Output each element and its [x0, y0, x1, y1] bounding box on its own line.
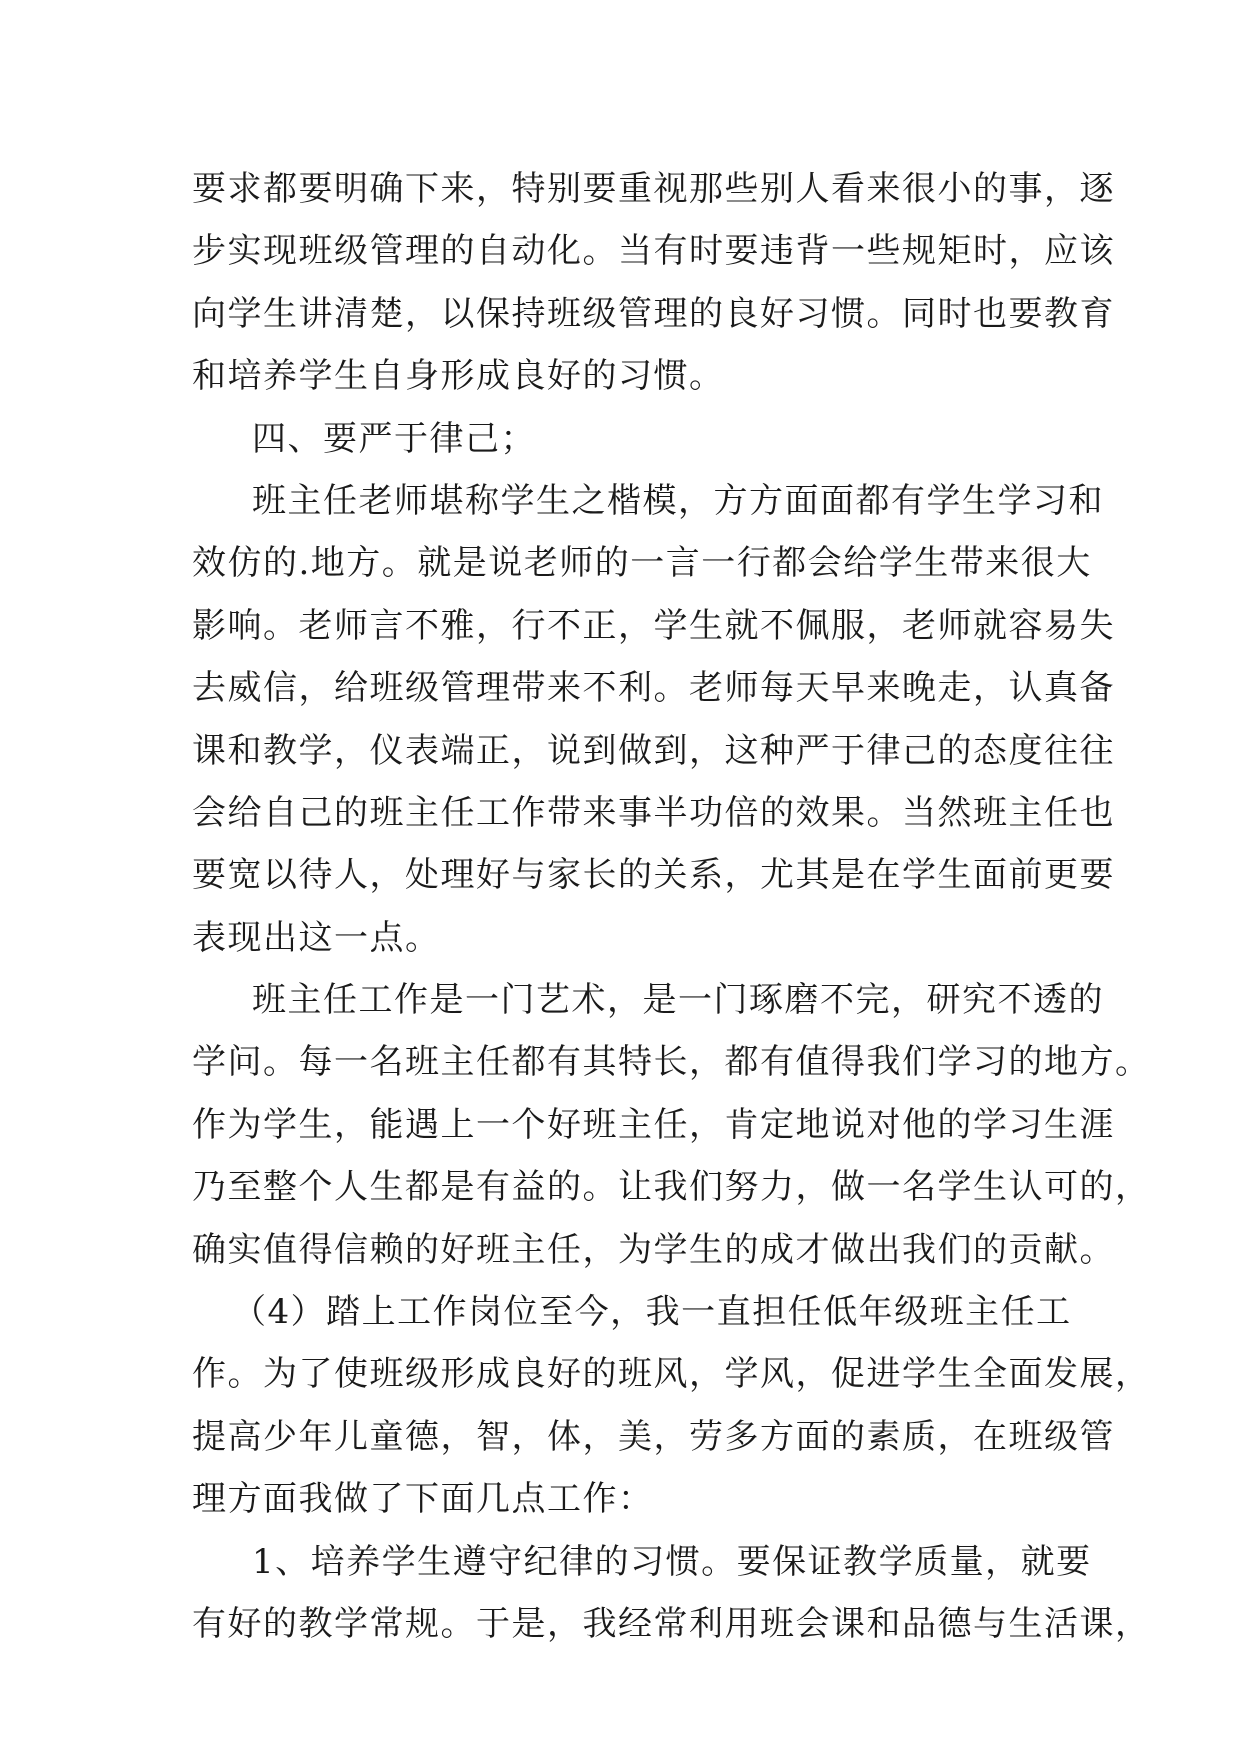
text-line: 确实值得信赖的好班主任，为学生的成才做出我们的贡献。 [192, 1229, 1115, 1270]
text-line: 乃至整个人生都是有益的。让我们努力，做一名学生认可的， [192, 1167, 1151, 1208]
text-line: 会给自己的班主任工作带来事半功倍的效果。当然班主任也 [192, 792, 1115, 833]
text-line: 去威信，给班级管理带来不利。老师每天早来晚走，认真备 [192, 668, 1115, 709]
text-line: 作为学生，能遇上一个好班主任，肯定地说对他的学习生涯 [192, 1104, 1115, 1145]
text-line: 要求都要明确下来，特别要重视那些别人看来很小的事，逐 [192, 169, 1115, 209]
text-line: 提高少年儿童德，智，体，美，劳多方面的素质，在班级管 [192, 1416, 1115, 1457]
text-line: 班主任老师堪称学生之楷模，方方面面都有学生学习和 [252, 480, 1104, 521]
text-line: 作。为了使班级形成良好的班风，学风，促进学生全面发展， [192, 1354, 1151, 1395]
text-line: 理方面我做了下面几点工作： [192, 1479, 654, 1520]
text-line: 效仿的.地方。就是说老师的一言一行都会给学生带来很大 [192, 543, 1092, 584]
text-line: 影响。老师言不雅，行不正，学生就不佩服，老师就容易失 [192, 605, 1115, 646]
text-line: 班主任工作是一门艺术，是一门琢磨不完，研究不透的 [252, 980, 1104, 1021]
body-text [192, 158, 1151, 1655]
text-line: （4）踏上工作岗位至今，我一直担任低年级班主任工 [232, 1292, 1072, 1333]
text-line: 向学生讲清楚，以保持班级管理的良好习惯。同时也要教育 [192, 293, 1115, 334]
text-line: 有好的教学常规。于是，我经常利用班会课和品德与生活课， [192, 1603, 1151, 1644]
text-line: 要宽以待人，处理好与家长的关系，尤其是在学生面前更要 [192, 855, 1115, 896]
text-line: 步实现班级管理的自动化。当有时要违背一些规矩时，应该 [192, 231, 1115, 272]
text-line: 和培养学生自身形成良好的习惯。 [192, 356, 725, 397]
text-line: 表现出这一点。 [192, 917, 441, 958]
text-line: 1、培养学生遵守纪律的习惯。要保证教学质量，就要 [252, 1541, 1092, 1582]
text-line: 学问。每一名班主任都有其特长，都有值得我们学习的地方。 [192, 1042, 1151, 1083]
section-heading: 四、要严于律己； [252, 418, 536, 459]
text-line: 课和教学，仪表端正，说到做到，这种严于律己的态度往往 [192, 730, 1115, 771]
